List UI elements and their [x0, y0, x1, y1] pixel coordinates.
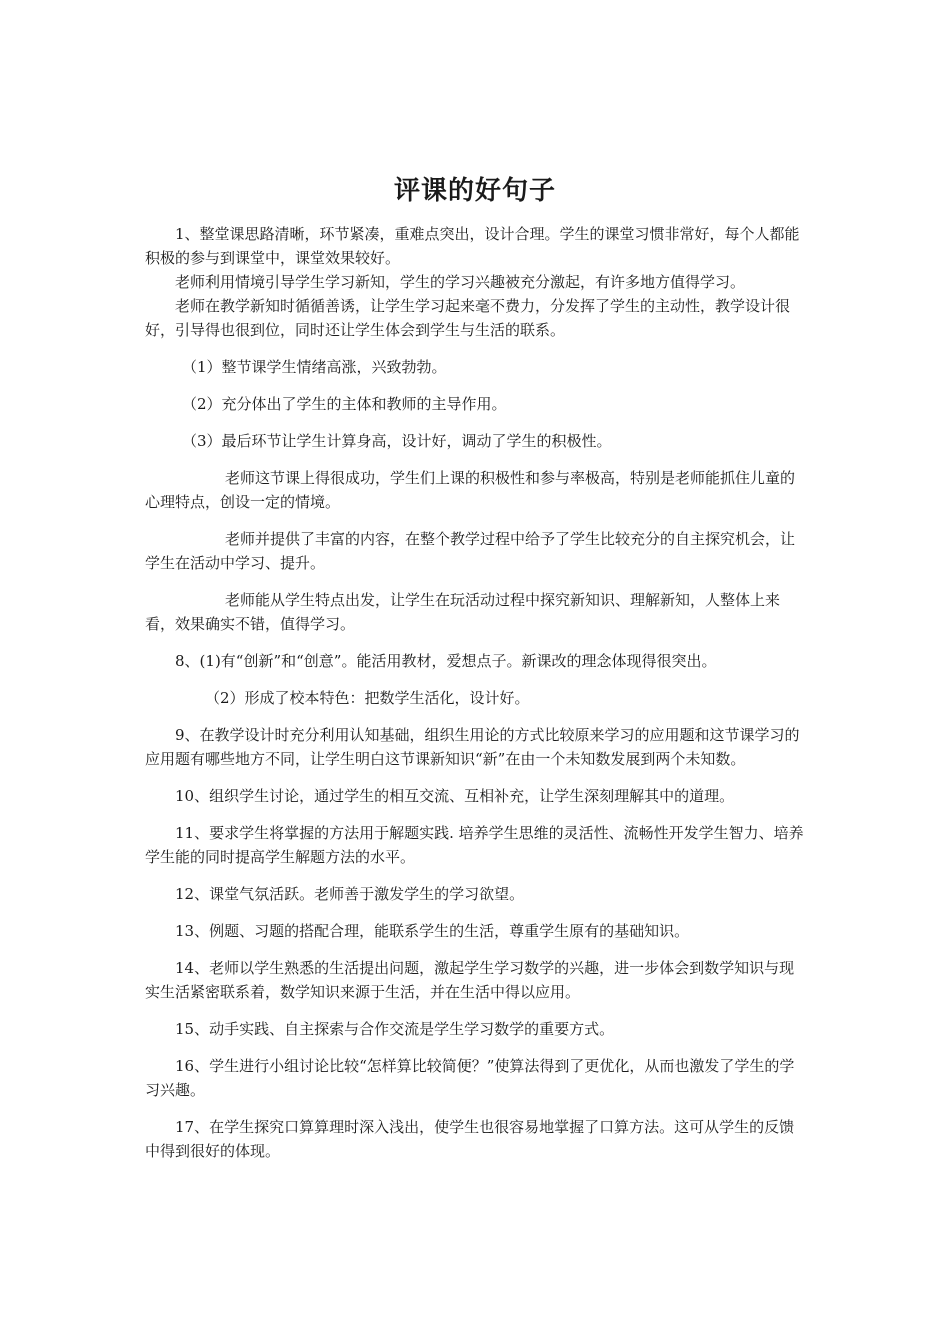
document-title: 评课的好句子 [393, 176, 556, 206]
document-body [145, 222, 807, 1163]
paragraph-15: 12、课堂气氛活跃。老师善于激发学生的学习欲望。 [175, 885, 525, 903]
paragraph-14: 11、要求学生将掌握的方法用于解题实践. 培养学生思维的灵活性、流畅性开发学生智力、培养学生能的同时提高学生解题方法的水平。 [145, 824, 804, 866]
paragraph-19: 16、学生进行小组讨论比较“怎样算比较简便？”使算法得到了更优化，从而也激发了学生的学习兴趣。 [145, 1057, 795, 1099]
paragraph-13: 10、组织学生讨论，通过学生的相互交流、互相补充，让学生深刻理解其中的道理。 [175, 787, 735, 805]
paragraph-8: 老师并提供了丰富的内容，在整个教学过程中给予了学生比较充分的自主探究机会，让学生在活动中学习、提升。 [145, 530, 796, 572]
paragraph-10: 8、(1)有“创新”和“创意”。能活用教材，爱想点子。新课改的理念体现得很突出。 [175, 652, 717, 670]
paragraph-6: （3）最后环节让学生计算身高，设计好，调动了学生的积极性。 [182, 432, 612, 450]
paragraph-2: 老师利用情境引导学生学习新知，学生的学习兴趣被充分激起，有许多地方值得学习。 [175, 273, 746, 291]
paragraph-1: 1、整堂课思路清晰，环节紧凑，重难点突出，设计合理。学生的课堂习惯非常好，每个人都能积极的参与到课堂中，课堂效果较好。 [145, 225, 800, 267]
paragraph-5: （2）充分体出了学生的主体和教师的主导作用。 [182, 395, 507, 413]
paragraph-20: 17、在学生探究口算算理时深入浅出，使学生也很容易地掌握了口算方法。这可从学生的反馈中得到很好的体现。 [145, 1118, 795, 1160]
paragraph-16: 13、例题、习题的搭配合理，能联系学生的生活，尊重学生原有的基础知识。 [175, 922, 690, 940]
paragraph-9: 老师能从学生特点出发，让学生在玩活动过程中探究新知识、理解新知，人整体上来看，效果确实不错，值得学习。 [145, 591, 781, 633]
paragraph-3: 老师在教学新知时循循善诱，让学生学习起来毫不费力，分发挥了学生的主动性，教学设计很好，引导得也很到位，同时还让学生体会到学生与生活的联系。 [145, 297, 791, 339]
paragraph-18: 15、动手实践、自主探索与合作交流是学生学习数学的重要方式。 [175, 1020, 615, 1038]
paragraph-4: （1）整节课学生情绪高涨，兴致勃勃。 [182, 358, 447, 376]
paragraph-7: 老师这节课上得很成功，学生们上课的积极性和参与率极高，特别是老师能抓住儿童的心理特点，创设一定的情境。 [145, 469, 796, 511]
paragraph-12: 9、在教学设计时充分利用认知基础，组织生用论的方式比较原来学习的应用题和这节课学习的应用题有哪些地方不同，让学生明白这节课新知识“新”在由一个未知数发展到两个未知数。 [145, 726, 800, 768]
paragraph-17: 14、老师以学生熟悉的生活提出问题，激起学生学习数学的兴趣，进一步体会到数学知识与现实生活紧密联系着，数学知识来源于生活，并在生活中得以应用。 [145, 959, 795, 1001]
paragraph-11: （2）形成了校本特色：把数学生活化，设计好。 [205, 689, 530, 707]
